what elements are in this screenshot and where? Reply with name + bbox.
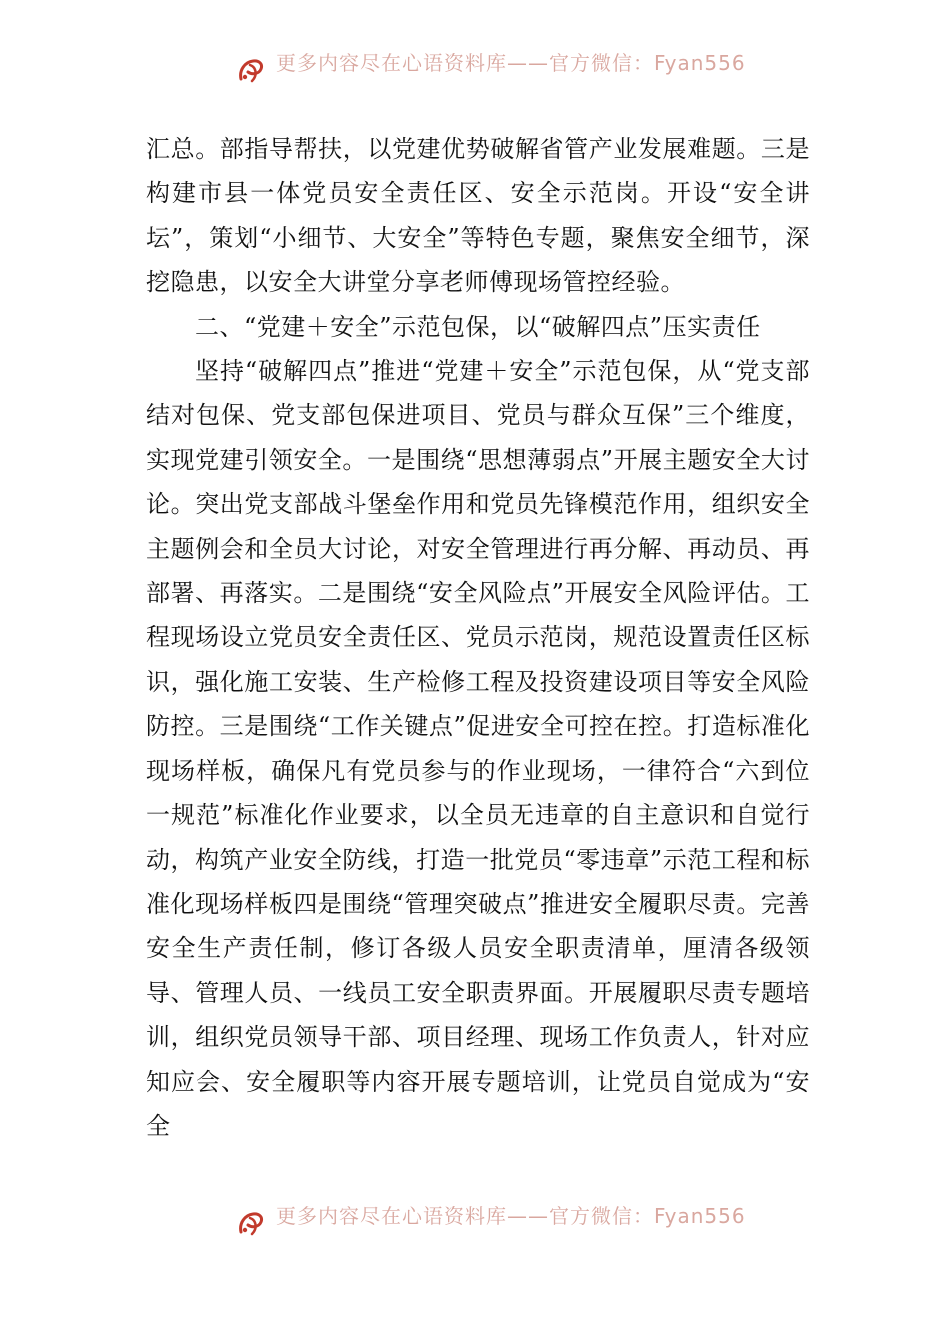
header-watermark-banner [0, 50, 950, 90]
paragraph-body: 坚持“破解四点”推进“党建＋安全”示范包保，从“党支部结对包保、党支部包保进项目、党员与群众互保”三个维度，实现党建引领安全。一是围绕“思想薄弱点”开展主题安全大讨论。突出党支部战斗堡垒作用和党员先锋模范作用，组织安全主题例会和全员大讨论，对安全管理进行再分解、再动员、再部署、再落实。二是围绕“安全风险点”开展安全风险评估。工程现场设立党员安全责任区、党员示范岗，规范设置责任区标识，强化施工安装、生产检修工程及投资建设项目等安全风险防控。三是围绕“工作关键点”促进安全可控在控。打造标准化现场样板，确保凡有党员参与的作业现场，一律符合“六到位一规范”标准化作业要求，以全员无违章的自主意识和自觉行动，构筑产业安全防线，打造一批党员“零违章”示范工程和标准化现场样板四是围绕“管理突破点”推进安全履职尽责。完善安全生产责任制，修订各级人员安全职责清单，厘清各级领导、管理人员、一线员工安全职责界面。开展履职尽责专题培训，组织党员领导干部、项目经理、现场工作负责人，针对应知应会、安全履职等内容开展专题培训，让党员自觉成为“安全 [146, 357, 810, 1140]
brand-logo-icon [236, 1208, 266, 1238]
section-heading: 二、“党建＋安全”示范包保，以“破解四点”压实责任 [195, 312, 761, 341]
paragraph-continuation: 汇总。部指导帮扶，以党建优势破解省管产业发展难题。三是构建市县一体党员安全责任区、安全示范岗。开设“安全讲坛”，策划“小细节、大安全”等特色专题，聚焦安全细节，深挖隐患，以安全大讲堂分享老师傅现场管控经验。 [146, 135, 810, 297]
footer-watermark-text: 更多内容尽在心语资料库——官方微信：Fyan556 [276, 1203, 746, 1228]
brand-logo-icon [236, 55, 266, 85]
footer-watermark-banner [0, 1203, 950, 1243]
header-watermark-text: 更多内容尽在心语资料库——官方微信：Fyan556 [276, 50, 746, 75]
document-body [146, 127, 810, 1148]
